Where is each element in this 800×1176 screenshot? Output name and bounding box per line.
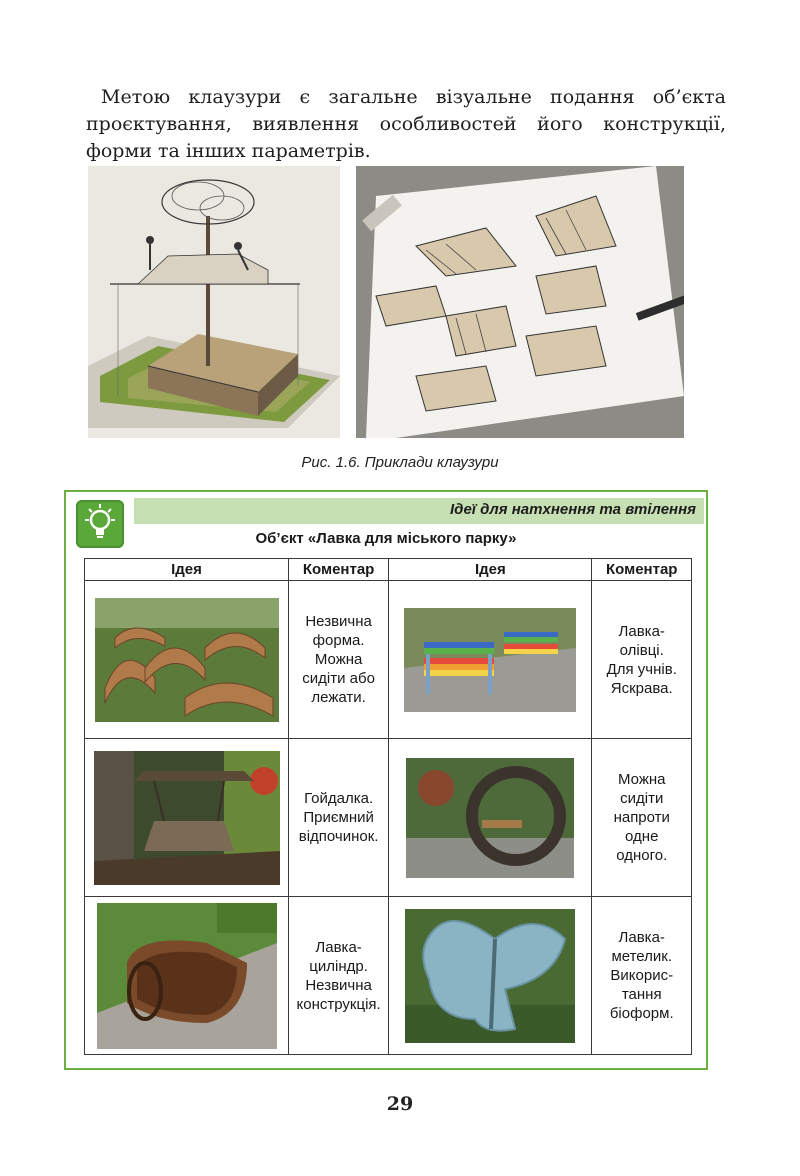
table-row xyxy=(85,581,692,739)
table-row xyxy=(85,897,692,1055)
idea-comment-cell xyxy=(289,739,389,897)
figure-caption: Рис. 1.6. Приклади клаузури xyxy=(301,454,499,471)
header-idea-2: Ідея xyxy=(389,559,592,581)
idea-image-cell xyxy=(85,897,289,1055)
cylinder-bench-photo xyxy=(97,903,277,1049)
comment-text: Лавка- олівці. Для учнів. Яскрава. xyxy=(606,622,677,697)
table-header-row xyxy=(85,559,692,581)
figure-sketch-bench xyxy=(88,166,340,438)
comment-text: Незвична форма. Можна сидіти або лежати. xyxy=(302,613,375,706)
header-comment-2: Коментар xyxy=(592,559,692,581)
idea-image-cell xyxy=(85,581,289,739)
ideas-table xyxy=(84,558,692,1055)
page-number: 29 xyxy=(386,1093,414,1115)
comment-text: Лавка- метелик. Викорис- тання біоформ. xyxy=(609,929,674,1022)
panel-band-label: Ідеї для натхнення та втілення xyxy=(450,501,696,518)
table-row xyxy=(85,739,692,897)
inspiration-panel xyxy=(64,490,708,1070)
pencil-benches-photo xyxy=(404,608,576,712)
idea-comment-cell xyxy=(592,581,692,739)
swing-bench-photo xyxy=(94,751,280,885)
butterfly-bench-photo xyxy=(405,909,575,1043)
figure-pavilion-sketches xyxy=(356,166,684,438)
header-idea-1: Ідея xyxy=(85,559,289,581)
intro-paragraph xyxy=(86,84,726,165)
comment-text: Гойдалка. Приємний відпочинок. xyxy=(298,790,379,845)
header-comment-1: Коментар xyxy=(289,559,389,581)
panel-header-band xyxy=(134,498,704,524)
idea-comment-cell xyxy=(289,581,389,739)
comment-text: Лавка- циліндр. Незвична конструкція. xyxy=(296,938,381,1013)
intro-text: Метою клаузури є загальне візуальне подання об’єкта проєктування, виявлення особливостей його конструкції, форми та інших параметрів. xyxy=(86,86,726,162)
idea-comment-cell xyxy=(592,739,692,897)
panel-subtitle: Об’єкт «Лавка для міського парку» xyxy=(255,530,517,547)
wavy-benches-photo xyxy=(95,598,279,722)
idea-image-cell xyxy=(389,581,592,739)
idea-comment-cell xyxy=(289,897,389,1055)
idea-image-cell xyxy=(389,897,592,1055)
idea-comment-cell xyxy=(592,897,692,1055)
ring-bench-photo xyxy=(406,758,574,878)
idea-image-cell xyxy=(85,739,289,897)
comment-text: Можна сидіти напроти одне одного. xyxy=(613,771,670,864)
idea-image-cell xyxy=(389,739,592,897)
